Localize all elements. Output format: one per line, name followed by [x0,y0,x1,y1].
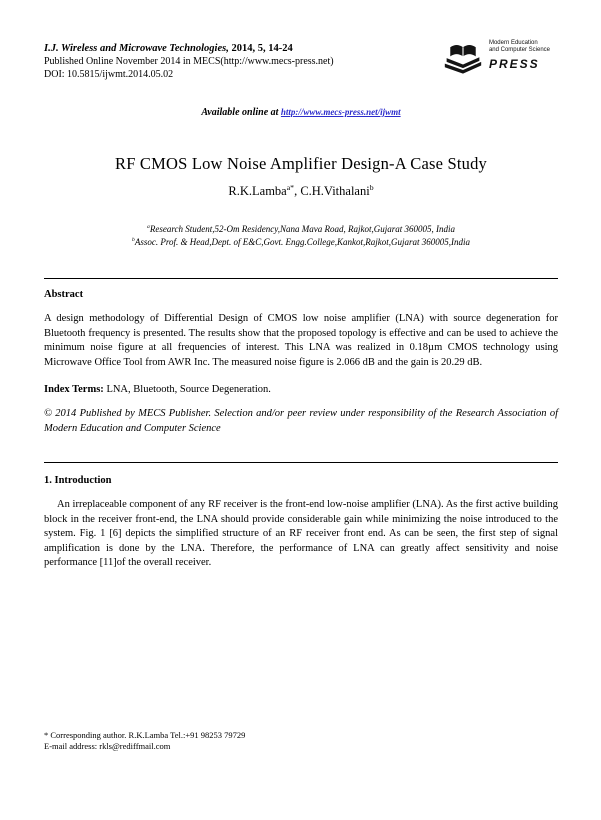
affiliation-a [44,223,558,236]
affiliation-b-text: Assoc. Prof. & Head,Dept. of E&C,Govt. Engg.College,Kankot,Rajkot,Gujarat 360005,India [134,236,470,247]
logo-text-block [489,40,550,71]
page-header [44,42,558,85]
introduction-heading: 1. Introduction [44,475,112,486]
index-terms-line [44,384,558,395]
affiliation-b-superscript: b [132,236,135,243]
journal-issue: 2014, 5, 14-24 [228,43,293,54]
author-2-name: C.H.Vithalani [300,184,370,198]
logo-line-2: and Computer Science [488,47,550,53]
affiliation-a-superscript: a [147,224,150,230]
logo-press-label: PRESS [488,57,540,71]
author-1-superscript: a* [286,182,295,192]
footnote-block [44,730,245,752]
doi-line: DOI: 10.5815/ijwmt.2014.05.02 [44,69,174,80]
journal-name: I.J. Wireless and Microwave Technologies, [44,43,229,54]
affiliation-b [44,236,558,249]
divider-above-abstract [44,278,558,279]
published-online-line: Published Online November 2014 in MECS(http://www.mecs-press.net) [44,56,334,67]
author-2-superscript: b [369,182,374,192]
abstract-body: A design methodology of Differential Design of CMOS low noise amplifier (LNA) with source degeneration for Bluetooth frequency is presented. The results show that the proposed topology is effective and can be used to achieve the minimum noise figure at all frequencies of interest. This LNA was realized in 0.18µm CMOS technology using Microwave Office Tool from AWR Inc. The measured noise figure is 2.066 dB and the gain is 20.29 dB. [44,313,558,368]
available-online-text: Available online at [201,107,281,118]
author-1-name: R.K.Lamba [228,184,287,198]
email-line [44,741,245,752]
divider-above-introduction [44,462,558,463]
available-online-link[interactable]: http://www.mecs-press.net/ijwmt [280,107,401,117]
authors-line [44,184,558,199]
books-icon [441,40,485,85]
affiliation-a-text: Research Student,52-Om Residency,Nana Mava Road, Rajkot,Gujarat 360005, India [149,224,455,234]
logo-line-1: Modern Education [488,40,538,46]
index-terms-text: LNA, Bluetooth, Source Degeneration. [103,384,271,395]
email-label: E-mail address: [44,741,100,751]
mecs-press-logo [441,40,550,85]
affiliations-block [44,223,558,248]
introduction-body: An irreplaceable component of any RF receiver is the front-end low-noise amplifier (LNA). As the first active building block in the receiver front-end, the LNA should provide considerable gain while minimizing the noise introduced to the system. Fig. 1 [6] depicts the simplified structure of an RF receiver front end. As can be seen, the first step of signal amplification is done by the LNA. Therefore, the performance of LNA can greatly affect sensitivity and noise performance [11]of the overall receiver. [44,499,558,568]
copyright-notice: © 2014 Published by MECS Publisher. Selection and/or peer review under responsibility of the Research Association of Modern Education and Computer Science [44,408,558,434]
paper-title: RF CMOS Low Noise Amplifier Design-A Case Study [115,154,487,173]
available-online-line [44,107,558,118]
authors-separator: , [294,184,301,198]
corresponding-author-line: * Corresponding author. R.K.Lamba Tel.:+91 98253 79729 [44,730,246,740]
index-terms-label: Index Terms: [44,384,104,395]
journal-citation-line [44,42,334,55]
journal-info-block [44,42,334,81]
corresponding-email: rkls@rediffmail.com [99,741,171,751]
abstract-heading: Abstract [44,289,84,300]
